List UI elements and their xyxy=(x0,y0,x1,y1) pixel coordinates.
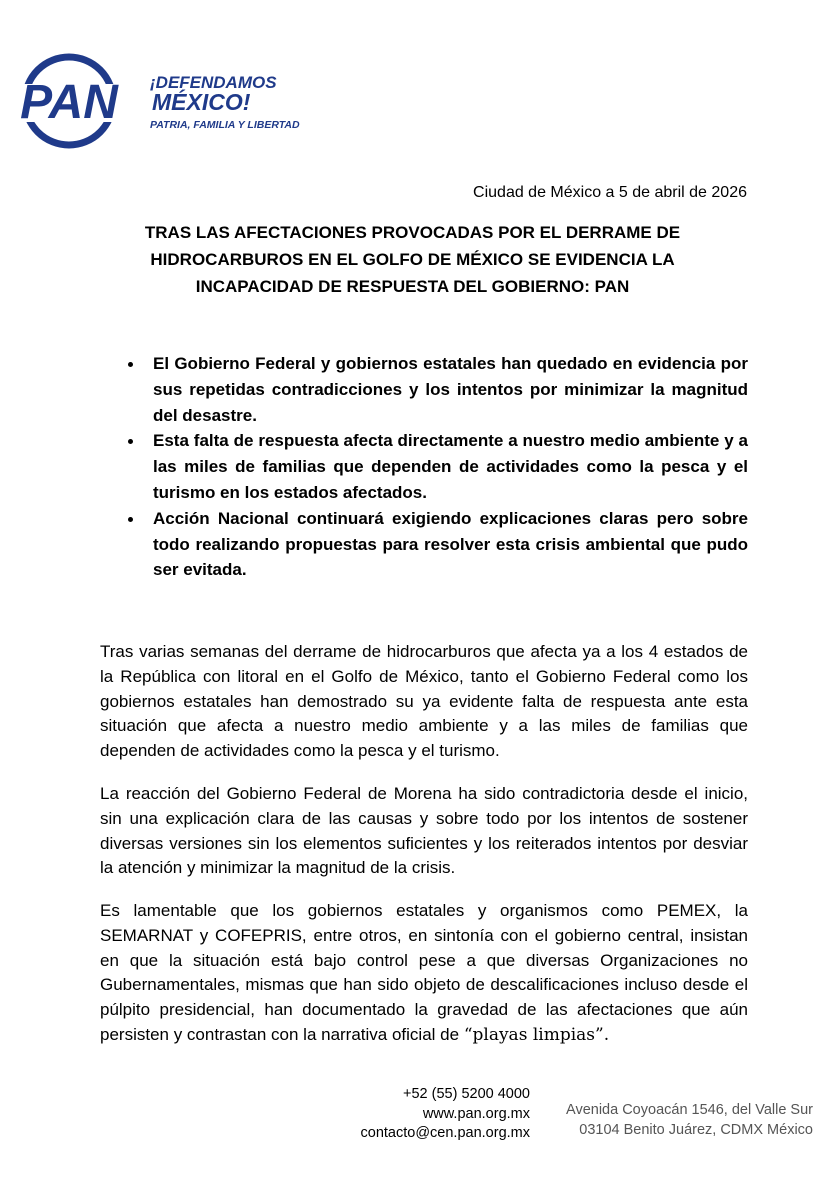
bullet-item xyxy=(100,506,748,583)
headline-line-2: HIDROCARBUROS EN EL GOLFO DE MÉXICO SE EVIDENCIA LA xyxy=(150,250,675,269)
quoted-phrase: “playas limpias”. xyxy=(463,1024,610,1045)
headline-line-3: INCAPACIDAD DE RESPUESTA DEL GOBIERNO: PAN xyxy=(195,277,630,296)
footer-address-line-1: Avenida Coyoacán 1546, del Valle Sur xyxy=(566,1102,813,1118)
footer-email: contacto@cen.pan.org.mx xyxy=(360,1125,530,1141)
paragraph-text: La reacción del Gobierno Federal de Morena ha sido contradictoria desde el inicio, sin una explicación clara de las causas y sobre todo por los intentos de sostener diversas versiones sin los elementos suficientes y los reiterados intentos por desviar la atención y minimizar la magnitud de la crisis. xyxy=(100,784,748,878)
footer-website: www.pan.org.mx xyxy=(422,1105,530,1122)
bullet-dot-icon xyxy=(128,517,133,522)
slogan-line-1: ¡DEFENDAMOS xyxy=(150,73,277,92)
footer-address-line-2: 03104 Benito Juárez, CDMX México xyxy=(579,1121,813,1138)
pan-logo-text: PAN xyxy=(20,76,118,129)
bullet-dot-icon xyxy=(128,362,133,367)
slogan-line-2: MÉXICO! xyxy=(152,89,251,115)
headline-line-1: TRAS LAS AFECTACIONES PROVOCADAS POR EL DERRAME DE xyxy=(144,223,681,242)
document-date: Ciudad de México a 5 de abril de 2026 xyxy=(473,184,747,201)
pan-logo xyxy=(6,50,132,159)
bullet-dot-icon xyxy=(128,439,133,444)
slogan-logo xyxy=(148,72,300,141)
paragraph-text-main: Es lamentable que los gobiernos estatales y organismos como PEMEX, la SEMARNAT y COFEPRIS, entre otros, en sintonía con el gobierno central, insistan en que la situación está bajo control pese a que diversas Organizaciones no Gubernamentales, mismas que han sido objeto de descalificaciones incluso desde el púlpito presidencial, han documentado la gravedad de las afectaciones que aún persisten y contrastan con la narrativa oficial de xyxy=(100,901,748,1044)
bullet-text: El Gobierno Federal y gobiernos estatales han quedado en evidencia por sus repetidas contradicciones y los intentos por minimizar la magnitud del desastre. xyxy=(153,354,748,425)
bullet-text: Acción Nacional continuará exigiendo explicaciones claras pero sobre todo realizando propuestas para resolver esta crisis ambiental que pudo ser evitada. xyxy=(153,508,748,580)
bullet-item xyxy=(100,428,748,505)
footer-contact xyxy=(361,1085,530,1144)
body-paragraph xyxy=(100,640,748,764)
bullet-item xyxy=(100,351,748,428)
body-paragraph xyxy=(100,782,748,881)
bullet-text: Esta falta de respuesta afecta directamente a nuestro medio ambiente y a las miles de familias que dependen de actividades como la pesca y el turismo en los estados afectados. xyxy=(153,431,748,502)
body-paragraph xyxy=(100,899,748,1048)
headline xyxy=(110,219,715,300)
key-points-list xyxy=(100,351,748,583)
footer-address xyxy=(566,1101,813,1140)
paragraph-text: Tras varias semanas del derrame de hidrocarburos que afecta ya a los 4 estados de la República con litoral en el Golfo de México, tanto el Gobierno Federal como los gobiernos estatales han demostrado su ya evidente falta de respuesta ante esta situación que afecta a nuestro medio ambiente y a las miles de familias que dependen de actividades como la pesca y el turismo. xyxy=(100,642,748,761)
slogan-line-3: PATRIA, FAMILIA Y LIBERTAD xyxy=(150,119,300,131)
paragraph-text xyxy=(100,899,748,1048)
footer-phone: +52 (55) 5200 4000 xyxy=(403,1086,530,1102)
